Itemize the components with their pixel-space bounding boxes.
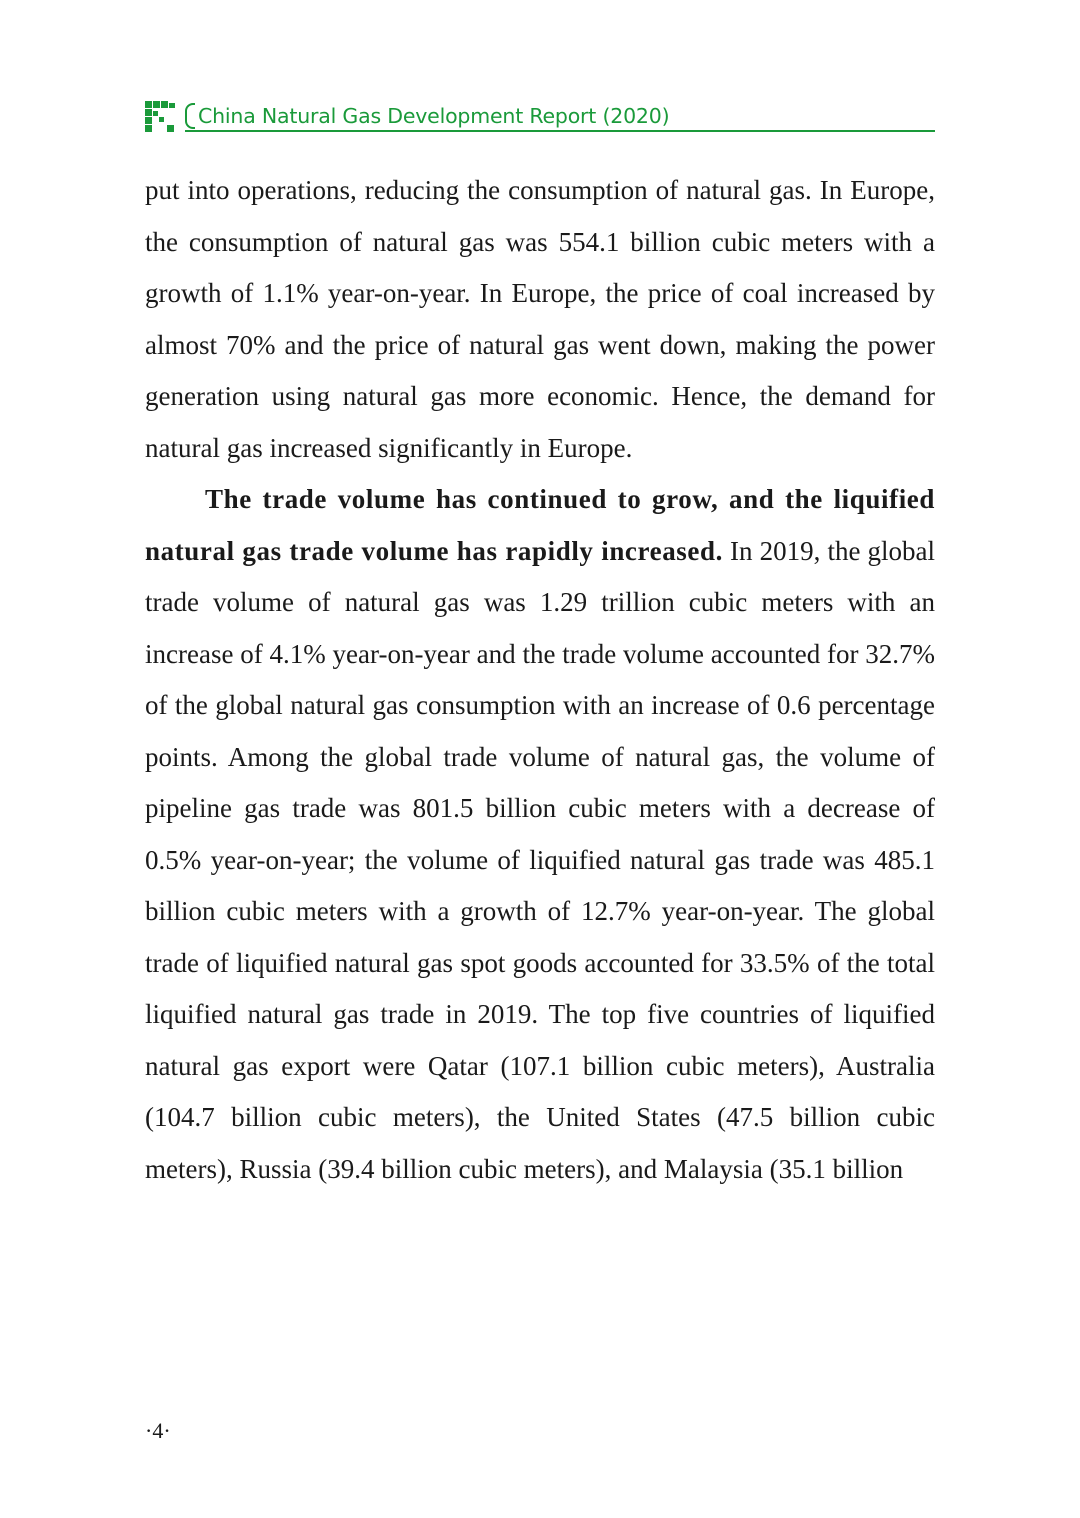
paragraph-2-body: In 2019, the global trade volume of natural gas was 1.29 trillion cubic meters with an increase of 4.1% year-on-year and the trade volume accounted for 32.7% of the global natural gas consumption with an increase of 0.6 percentage points. Among the global trade volume of natural gas, the volume of pipeline gas trade was 801.5 billion cubic meters with a decrease of 0.5% year-on-year; the volume of liquified natural gas trade was 485.1 billion cubic meters with a growth of 12.7% year-on-year. The global trade of liquified natural gas spot goods accounted for 33.5% of the total liquified natural gas trade in 2019. The top five countries of liquified natural gas export were Qatar (107.1 billion cubic meters), Australia (104.7 billion cubic meters), the United States (47.5 billion cubic meters), Russia (39.4 billion cubic meters), and Malaysia (35.1 billion [145,535,935,1184]
paragraph-2-lead: The trade volume has continued to grow, and the liquified natural gas trade volume has rapidly increased. [145,484,935,566]
report-title: China Natural Gas Development Report (2020) [198,104,670,128]
report-logo-icon [145,101,177,133]
body-text [145,165,935,1195]
page-number: ·4· [145,1418,171,1443]
header-divider [185,130,935,132]
page-header [145,100,935,136]
header-bracket [185,103,195,129]
paragraph-2 [145,474,935,1195]
paragraph-1: put into operations, reducing the consumption of natural gas. In Europe, the consumption of natural gas was 554.1 billion cubic meters with a growth of 1.1% year-on-year. In Europe, the price of coal increased by almost 70% and the price of natural gas went down, making the power generation using natural gas more economic. Hence, the demand for natural gas increased significantly in Europe. [145,175,935,463]
